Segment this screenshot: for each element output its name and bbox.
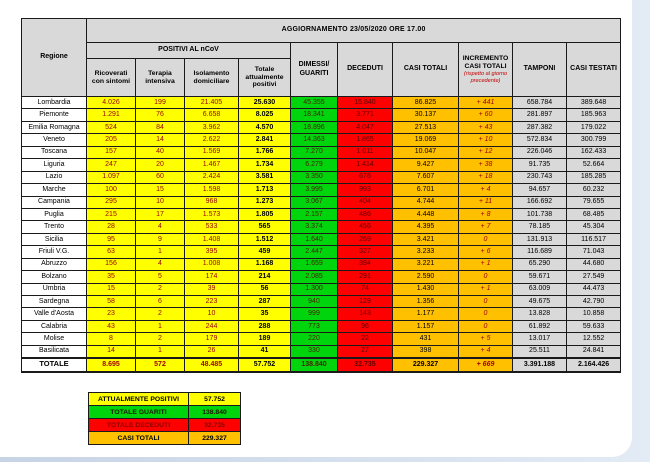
region-label: Valle d'Aosta [22,308,87,320]
cell-dimessi-guariti: 45.355 [291,97,338,109]
cell-deceduti: 15.840 [338,97,393,109]
cell-totale-attualmente-positivi: 35 [239,308,291,320]
cell-incremento-casi-totali: + 669 [459,358,513,372]
cell-casi-testati: 179.022 [567,121,621,133]
cell-tamponi: 230.743 [513,171,567,183]
cell-casi-testati: 42.790 [567,296,621,308]
cell-terapia-intensiva: 20 [136,159,185,171]
cell-isolamento-domiciliare: 174 [185,271,239,283]
region-label: Basilicata [22,345,87,357]
incremento-note: (rispetto al giorno precedente) [463,71,508,84]
table-row [22,134,621,146]
region-label: Friuli V.G. [22,246,87,258]
cell-terapia-intensiva: 9 [136,233,185,245]
cell-isolamento-domiciliare: 26 [185,345,239,357]
cell-terapia-intensiva: 572 [136,358,185,372]
cell-casi-totali: 19.069 [393,134,459,146]
cell-incremento-casi-totali: 0 [459,271,513,283]
cell-casi-testati: 162.433 [567,146,621,158]
cell-casi-testati: 116.517 [567,233,621,245]
cell-terapia-intensiva: 60 [136,171,185,183]
cell-terapia-intensiva: 6 [136,296,185,308]
cell-isolamento-domiciliare: 1.467 [185,159,239,171]
cell-isolamento-domiciliare: 2.622 [185,134,239,146]
cell-ricoverati-con-sintomi: 8 [87,333,136,345]
col-header-isolamento-domiciliare: Isolamento domiciliare [185,59,239,97]
cell-casi-totali: 398 [393,345,459,357]
cell-deceduti: 394 [338,258,393,270]
cell-casi-totali: 431 [393,333,459,345]
cell-isolamento-domiciliare: 1.008 [185,258,239,270]
cell-totale-attualmente-positivi: 1.273 [239,196,291,208]
col-header-casi-testati: CASI TESTATI [567,43,621,97]
table-row [22,208,621,220]
table-row [22,109,621,121]
cell-deceduti: 1.865 [338,134,393,146]
table-row [22,233,621,245]
cell-incremento-casi-totali: + 5 [459,333,513,345]
legend-label: CASI TOTALI [89,432,189,445]
cell-incremento-casi-totali: 0 [459,296,513,308]
cell-casi-totali: 86.825 [393,97,459,109]
cell-terapia-intensiva: 199 [136,97,185,109]
cell-incremento-casi-totali: + 7 [459,221,513,233]
cell-totale-attualmente-positivi: 1.766 [239,146,291,158]
cell-totale-attualmente-positivi: 1.734 [239,159,291,171]
cell-totale-attualmente-positivi: 189 [239,333,291,345]
covid-region-table [21,18,621,373]
cell-dimessi-guariti: 940 [291,296,338,308]
cell-totale-attualmente-positivi: 288 [239,320,291,332]
cell-totale-attualmente-positivi: 3.581 [239,171,291,183]
cell-casi-testati: 27.549 [567,271,621,283]
legend-row [89,432,241,445]
cell-ricoverati-con-sintomi: 43 [87,320,136,332]
cell-deceduti: 486 [338,208,393,220]
cell-deceduti: 404 [338,196,393,208]
legend-label: ATTUALMENTE POSITIVI [89,393,189,406]
col-group-positivi: POSITIVI AL nCoV [87,43,291,59]
cell-totale-attualmente-positivi: 2.841 [239,134,291,146]
region-label: Piemonte [22,109,87,121]
cell-terapia-intensiva: 4 [136,258,185,270]
cell-isolamento-domiciliare: 1.408 [185,233,239,245]
table-body [22,97,621,372]
cell-deceduti: 676 [338,171,393,183]
cell-casi-testati: 60.232 [567,184,621,196]
region-label: Abruzzo [22,258,87,270]
cell-ricoverati-con-sintomi: 95 [87,233,136,245]
table-row [22,283,621,295]
cell-casi-testati: 12.552 [567,333,621,345]
cell-dimessi-guariti: 773 [291,320,338,332]
table-row [22,196,621,208]
cell-incremento-casi-totali: + 441 [459,97,513,109]
cell-dimessi-guariti: 14.363 [291,134,338,146]
table-row [22,345,621,357]
cell-terapia-intensiva: 17 [136,208,185,220]
cell-incremento-casi-totali: + 18 [459,171,513,183]
cell-dimessi-guariti: 1.300 [291,283,338,295]
cell-totale-attualmente-positivi: 565 [239,221,291,233]
cell-dimessi-guariti: 999 [291,308,338,320]
cell-isolamento-domiciliare: 223 [185,296,239,308]
cell-deceduti: 456 [338,221,393,233]
cell-casi-totali: 4.448 [393,208,459,220]
cell-tamponi: 166.692 [513,196,567,208]
legend-wrap [88,392,241,445]
cell-tamponi: 13.828 [513,308,567,320]
legend-body [89,393,241,445]
cell-casi-totali: 1.177 [393,308,459,320]
cell-dimessi-guariti: 138.840 [291,358,338,372]
cell-isolamento-domiciliare: 39 [185,283,239,295]
col-header-deceduti: DECEDUTI [338,43,393,97]
cell-casi-testati: 71.043 [567,246,621,258]
cell-terapia-intensiva: 2 [136,333,185,345]
cell-tamponi: 25.511 [513,345,567,357]
cell-casi-testati: 68.485 [567,208,621,220]
region-label: Calabria [22,320,87,332]
cell-casi-testati: 52.664 [567,159,621,171]
col-header-dimessi-guariti: DIMESSI/ GUARITI [291,43,338,97]
cell-tamponi: 91.735 [513,159,567,171]
cell-ricoverati-con-sintomi: 1.097 [87,171,136,183]
cell-dimessi-guariti: 2.085 [291,271,338,283]
table-row [22,333,621,345]
cell-totale-attualmente-positivi: 56 [239,283,291,295]
cell-deceduti: 22 [338,333,393,345]
table-row [22,246,621,258]
cell-incremento-casi-totali: + 1 [459,258,513,270]
cell-ricoverati-con-sintomi: 15 [87,283,136,295]
cell-totale-attualmente-positivi: 1.805 [239,208,291,220]
legend-label: TOTALE GUARITI [89,406,189,419]
legend-label: TOTALE DECEDUTI [89,419,189,432]
region-label: Trento [22,221,87,233]
cell-tamponi: 101.738 [513,208,567,220]
cell-totale-attualmente-positivi: 57.752 [239,358,291,372]
col-header-incremento-casi-totali [459,43,513,97]
cell-isolamento-domiciliare: 395 [185,246,239,258]
cell-casi-testati: 10.858 [567,308,621,320]
cell-tamponi: 13.017 [513,333,567,345]
incremento-label: INCREMENTO CASI TOTALI [462,54,509,70]
cell-casi-totali: 30.137 [393,109,459,121]
cell-deceduti: 27 [338,345,393,357]
cell-casi-totali: 229.327 [393,358,459,372]
cell-totale-attualmente-positivi: 25.630 [239,97,291,109]
cell-tamponi: 59.671 [513,271,567,283]
cell-isolamento-domiciliare: 2.424 [185,171,239,183]
cell-casi-testati: 185.285 [567,171,621,183]
cell-tamponi: 116.689 [513,246,567,258]
col-header-totale-attualmente-positivi: Totale attualmente positivi [239,59,291,97]
cell-terapia-intensiva: 10 [136,196,185,208]
cell-dimessi-guariti: 1.640 [291,233,338,245]
cell-incremento-casi-totali: + 4 [459,345,513,357]
table-row-total [22,358,621,372]
table-row [22,121,621,133]
cell-ricoverati-con-sintomi: 63 [87,246,136,258]
table-row [22,221,621,233]
cell-casi-totali: 3.233 [393,246,459,258]
cell-isolamento-domiciliare: 244 [185,320,239,332]
legend-row [89,419,241,432]
cell-incremento-casi-totali: + 4 [459,184,513,196]
cell-totale-attualmente-positivi: 214 [239,271,291,283]
region-label: Bolzano [22,271,87,283]
legend-row [89,406,241,419]
cell-casi-totali: 1.430 [393,283,459,295]
cell-ricoverati-con-sintomi: 156 [87,258,136,270]
cell-incremento-casi-totali: + 38 [459,159,513,171]
cell-dimessi-guariti: 18.341 [291,109,338,121]
legend-value: 229.327 [189,432,241,445]
cell-terapia-intensiva: 1 [136,320,185,332]
table-row [22,320,621,332]
cell-ricoverati-con-sintomi: 4.026 [87,97,136,109]
cell-casi-totali: 4.395 [393,221,459,233]
cell-deceduti: 269 [338,233,393,245]
cell-deceduti: 3.771 [338,109,393,121]
cell-dimessi-guariti: 7.270 [291,146,338,158]
cell-casi-testati: 300.799 [567,134,621,146]
cell-casi-testati: 44.680 [567,258,621,270]
cell-tamponi: 658.784 [513,97,567,109]
cell-dimessi-guariti: 6.279 [291,159,338,171]
cell-tamponi: 281.897 [513,109,567,121]
legend-value: 32.735 [189,419,241,432]
cell-incremento-casi-totali: + 6 [459,246,513,258]
cell-isolamento-domiciliare: 968 [185,196,239,208]
cell-totale-attualmente-positivi: 41 [239,345,291,357]
cell-deceduti: 74 [338,283,393,295]
legend-value: 138.840 [189,406,241,419]
cell-terapia-intensiva: 5 [136,271,185,283]
cell-incremento-casi-totali: 0 [459,308,513,320]
region-label: Molise [22,333,87,345]
cell-totale-attualmente-positivi: 1.713 [239,184,291,196]
cell-incremento-casi-totali: + 10 [459,134,513,146]
region-label: Veneto [22,134,87,146]
cell-casi-testati: 389.648 [567,97,621,109]
cell-casi-testati: 45.304 [567,221,621,233]
table-row [22,308,621,320]
cell-terapia-intensiva: 4 [136,221,185,233]
legend-value: 57.752 [189,393,241,406]
cell-isolamento-domiciliare: 21.405 [185,97,239,109]
cell-isolamento-domiciliare: 179 [185,333,239,345]
cell-terapia-intensiva: 76 [136,109,185,121]
region-label: Sicilia [22,233,87,245]
cell-ricoverati-con-sintomi: 205 [87,134,136,146]
cell-isolamento-domiciliare: 3.962 [185,121,239,133]
cell-deceduti: 32.735 [338,358,393,372]
cell-ricoverati-con-sintomi: 58 [87,296,136,308]
cell-deceduti: 129 [338,296,393,308]
region-label: TOTALE [22,358,87,372]
cell-casi-testati: 44.473 [567,283,621,295]
cell-terapia-intensiva: 2 [136,308,185,320]
region-label: Campania [22,196,87,208]
cell-ricoverati-con-sintomi: 8.695 [87,358,136,372]
cell-casi-totali: 4.744 [393,196,459,208]
cell-casi-totali: 7.607 [393,171,459,183]
cell-tamponi: 63.009 [513,283,567,295]
cell-tamponi: 61.892 [513,320,567,332]
cell-casi-totali: 10.047 [393,146,459,158]
cell-deceduti: 1.011 [338,146,393,158]
cell-tamponi: 94.657 [513,184,567,196]
table-row [22,258,621,270]
table-row [22,271,621,283]
cell-totale-attualmente-positivi: 1.168 [239,258,291,270]
cell-ricoverati-con-sintomi: 157 [87,146,136,158]
cell-tamponi: 49.675 [513,296,567,308]
cell-incremento-casi-totali: 0 [459,233,513,245]
cell-dimessi-guariti: 3.374 [291,221,338,233]
cell-deceduti: 291 [338,271,393,283]
cell-dimessi-guariti: 3.350 [291,171,338,183]
cell-isolamento-domiciliare: 1.569 [185,146,239,158]
cell-tamponi: 572.834 [513,134,567,146]
cell-dimessi-guariti: 3.067 [291,196,338,208]
cell-terapia-intensiva: 1 [136,246,185,258]
region-label: Emilia Romagna [22,121,87,133]
cell-casi-totali: 3.421 [393,233,459,245]
region-label: Liguria [22,159,87,171]
cell-terapia-intensiva: 84 [136,121,185,133]
cell-terapia-intensiva: 1 [136,345,185,357]
table-row [22,184,621,196]
cell-isolamento-domiciliare: 1.573 [185,208,239,220]
col-header-casi-totali: CASI TOTALI [393,43,459,97]
col-header-terapia-intensiva: Terapia intensiva [136,59,185,97]
cell-incremento-casi-totali: + 1 [459,283,513,295]
table-row [22,146,621,158]
cell-dimessi-guariti: 1.659 [291,258,338,270]
cell-ricoverati-con-sintomi: 215 [87,208,136,220]
cell-ricoverati-con-sintomi: 28 [87,221,136,233]
cell-casi-totali: 6.701 [393,184,459,196]
cell-tamponi: 65.290 [513,258,567,270]
legend-row [89,393,241,406]
cell-casi-testati: 24.841 [567,345,621,357]
covid-table-wrap [21,18,621,373]
cell-casi-testati: 59.633 [567,320,621,332]
cell-ricoverati-con-sintomi: 247 [87,159,136,171]
cell-tamponi: 78.185 [513,221,567,233]
cell-casi-totali: 3.221 [393,258,459,270]
cell-dimessi-guariti: 2.447 [291,246,338,258]
cell-casi-totali: 2.590 [393,271,459,283]
cell-incremento-casi-totali: + 11 [459,196,513,208]
col-header-ricoverati-con-sintomi: Ricoverati con sintomi [87,59,136,97]
region-label: Toscana [22,146,87,158]
cell-totale-attualmente-positivi: 8.025 [239,109,291,121]
cell-ricoverati-con-sintomi: 524 [87,121,136,133]
cell-totale-attualmente-positivi: 287 [239,296,291,308]
region-label: Marche [22,184,87,196]
cell-deceduti: 327 [338,246,393,258]
cell-terapia-intensiva: 2 [136,283,185,295]
cell-isolamento-domiciliare: 6.658 [185,109,239,121]
cell-incremento-casi-totali: 0 [459,320,513,332]
table-row [22,97,621,109]
table-row [22,171,621,183]
table-row [22,296,621,308]
cell-ricoverati-con-sintomi: 35 [87,271,136,283]
cell-totale-attualmente-positivi: 459 [239,246,291,258]
cell-ricoverati-con-sintomi: 100 [87,184,136,196]
cell-tamponi: 287.382 [513,121,567,133]
cell-dimessi-guariti: 220 [291,333,338,345]
region-label: Sardegna [22,296,87,308]
cell-ricoverati-con-sintomi: 1.291 [87,109,136,121]
region-label: Umbria [22,283,87,295]
cell-isolamento-domiciliare: 1.598 [185,184,239,196]
cell-isolamento-domiciliare: 10 [185,308,239,320]
cell-terapia-intensiva: 14 [136,134,185,146]
cell-casi-totali: 1.356 [393,296,459,308]
cell-isolamento-domiciliare: 533 [185,221,239,233]
cell-tamponi: 3.391.188 [513,358,567,372]
cell-dimessi-guariti: 2.157 [291,208,338,220]
cell-dimessi-guariti: 18.896 [291,121,338,133]
cell-casi-testati: 2.164.426 [567,358,621,372]
cell-dimessi-guariti: 3.995 [291,184,338,196]
cell-incremento-casi-totali: + 43 [459,121,513,133]
cell-casi-testati: 185.963 [567,109,621,121]
cell-tamponi: 131.913 [513,233,567,245]
cell-incremento-casi-totali: + 12 [459,146,513,158]
cell-deceduti: 993 [338,184,393,196]
col-header-regione: Regione [22,19,87,97]
legend-table [88,392,241,445]
cell-ricoverati-con-sintomi: 14 [87,345,136,357]
region-label: Puglia [22,208,87,220]
cell-ricoverati-con-sintomi: 295 [87,196,136,208]
cell-terapia-intensiva: 40 [136,146,185,158]
cell-ricoverati-con-sintomi: 23 [87,308,136,320]
region-label: Lombardia [22,97,87,109]
cell-totale-attualmente-positivi: 4.570 [239,121,291,133]
cell-deceduti: 1.414 [338,159,393,171]
cell-tamponi: 226.046 [513,146,567,158]
col-header-tamponi: TAMPONI [513,43,567,97]
cell-casi-totali: 27.513 [393,121,459,133]
cell-deceduti: 4.047 [338,121,393,133]
cell-casi-totali: 9.427 [393,159,459,171]
cell-casi-testati: 79.655 [567,196,621,208]
cell-totale-attualmente-positivi: 1.512 [239,233,291,245]
cell-incremento-casi-totali: + 60 [459,109,513,121]
cell-incremento-casi-totali: + 8 [459,208,513,220]
table-row [22,159,621,171]
region-label: Lazio [22,171,87,183]
table-title: AGGIORNAMENTO 23/05/2020 ORE 17.00 [87,19,621,43]
cell-terapia-intensiva: 15 [136,184,185,196]
cell-deceduti: 96 [338,320,393,332]
cell-casi-totali: 1.157 [393,320,459,332]
cell-deceduti: 143 [338,308,393,320]
cell-dimessi-guariti: 330 [291,345,338,357]
cell-isolamento-domiciliare: 48.485 [185,358,239,372]
